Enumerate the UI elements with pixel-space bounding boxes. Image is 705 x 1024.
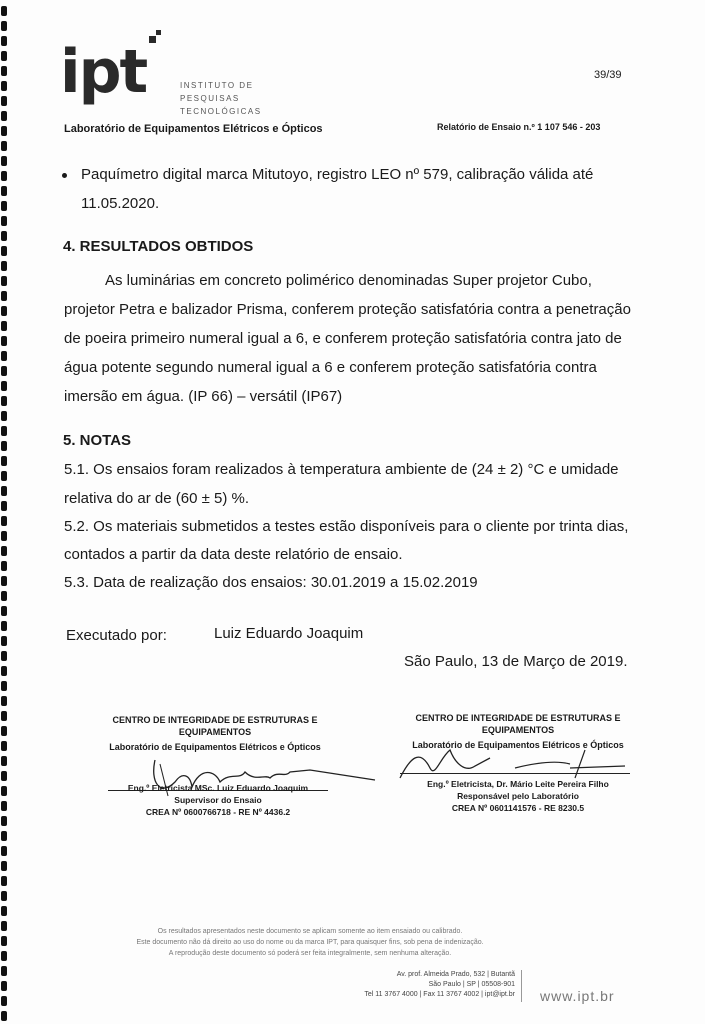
section-4-line-5: imersão em água. (IP 66) – versátil (IP67) [64,388,343,405]
bullet-icon [62,173,67,178]
left-center-line-2: EQUIPAMENTOS [178,727,252,737]
binding-ring [1,756,7,766]
institute-line-1: INSTITUTO DE [180,81,254,90]
binding-ring [1,816,7,826]
bullet-line-1: Paquímetro digital marca Mitutoyo, registro LEO nº 579, calibração válida até [81,166,594,183]
binding-ring [1,936,7,946]
place-date: São Paulo, 13 de Março de 2019. [404,653,628,670]
left-lab: Laboratório de Equipamentos Elétricos e Ópticos [109,742,321,752]
section-4-line-2: projetor Petra e balizador Prisma, conferem proteção satisfatória contra a penetração [64,301,631,318]
binding-ring [1,276,7,286]
left-center-line-1: CENTRO DE INTEGRIDADE DE ESTRUTURAS E [112,715,318,725]
binding-ring [1,246,7,256]
binding-ring [1,141,7,151]
footer-line-1: Os resultados apresentados neste documento se aplicam somente ao item ensaiado ou calibrado. [157,928,463,935]
website-link[interactable]: www.ipt.br [540,988,615,1004]
section-5-title: 5. NOTAS [63,432,132,449]
binding-ring [1,6,7,16]
right-lab: Laboratório de Equipamentos Elétricos e Ópticos [412,740,624,750]
binding-ring [1,891,7,901]
binding-ring [1,531,7,541]
binding-ring [1,96,7,106]
institute-line-3: TECNOLÓGICAS [180,107,262,116]
left-signature-block [90,714,340,753]
binding-ring [1,981,7,991]
bullet-line-2: 11.05.2020. [81,195,160,212]
binding-ring [1,741,7,751]
right-signer-crea: CREA Nº 0601141576 - RE 8230.5 [451,803,585,813]
binding-ring [1,351,7,361]
binding-ring [1,501,7,511]
address-line-1: Av. prof. Almeida Prado, 532 | Butantã [396,971,515,978]
binding-ring [1,381,7,391]
section-5-line-5: 5.3. Data de realização dos ensaios: 30.01.2019 a 15.02.2019 [64,574,478,591]
binding-ring [1,471,7,481]
binding-ring [1,951,7,961]
binding-ring [1,306,7,316]
laboratory-name: Laboratório de Equipamentos Elétricos e Ópticos [64,123,323,135]
section-5-line-1: 5.1. Os ensaios foram realizados à temperatura ambiente de (24 ± 2) °C e umidade [64,461,619,478]
section-5-line-2: relativa do ar de (60 ± 5) %. [64,490,249,507]
binding-ring [1,216,7,226]
binding-ring [1,696,7,706]
footer-line-2: Este documento não dá direito ao uso do nome ou da marca IPT, para quaisquer fins, sob pena de indenização. [136,939,484,946]
binding-ring [1,516,7,526]
binding-ring [1,66,7,76]
right-signer [398,778,638,814]
binding-ring [1,411,7,421]
binding-ring [1,186,7,196]
binding-ring [1,111,7,121]
binding-ring [1,426,7,436]
binding-ring [1,81,7,91]
right-signer-name: Eng.º Eletricista, Dr. Mário Leite Pereira Filho [427,779,609,789]
address-line-3: Tel 11 3767 4000 | Fax 11 3767 4002 | ipt@ipt.br [364,991,515,998]
section-4-line-3: de poeira primeiro numeral igual a 6, e conferem proteção satisfatória contra jato de [64,330,622,347]
spiral-binding [0,0,10,1024]
binding-ring [1,171,7,181]
binding-ring [1,561,7,571]
binding-ring [1,291,7,301]
address-line-2: São Paulo | SP | 05508-901 [428,981,515,988]
footer-divider [521,970,522,1002]
institute-line-2: PESQUISAS [180,94,240,103]
ipt-logo: ipt [60,37,147,107]
binding-ring [1,861,7,871]
right-signature-line [400,773,630,774]
executed-by-name: Luiz Eduardo Joaquim [214,625,364,642]
binding-ring [1,36,7,46]
binding-ring [1,441,7,451]
binding-ring [1,21,7,31]
binding-ring [1,261,7,271]
section-4-title: 4. RESULTADOS OBTIDOS [63,238,254,255]
binding-ring [1,546,7,556]
binding-ring [1,636,7,646]
section-5-line-3: 5.2. Os materiais submetidos a testes estão disponíveis para o cliente por trinta dias, [64,518,629,535]
binding-ring [1,651,7,661]
binding-ring [1,1011,7,1021]
binding-ring [1,456,7,466]
binding-ring [1,396,7,406]
binding-ring [1,921,7,931]
binding-ring [1,996,7,1006]
binding-ring [1,486,7,496]
binding-ring [1,801,7,811]
left-signer-role: Supervisor do Ensaio [174,795,262,805]
binding-ring [1,876,7,886]
left-signer [98,782,338,818]
binding-ring [1,156,7,166]
binding-ring [1,231,7,241]
binding-ring [1,966,7,976]
binding-ring [1,51,7,61]
binding-ring [1,336,7,346]
binding-ring [1,846,7,856]
section-4-line-4: água potente segundo numeral igual a 6 e conferem proteção satisfatória contra [64,359,597,376]
binding-ring [1,726,7,736]
footer-disclaimer [40,926,580,959]
logo-square-icon [149,36,156,43]
binding-ring [1,591,7,601]
binding-ring [1,771,7,781]
right-signer-role: Responsável pelo Laboratório [457,791,579,801]
binding-ring [1,666,7,676]
section-5-line-4: contados a partir da data deste relatório de ensaio. [64,546,403,563]
binding-ring [1,201,7,211]
binding-ring [1,711,7,721]
footer-address [290,970,515,1000]
binding-ring [1,621,7,631]
binding-ring [1,126,7,136]
footer-line-3: A reprodução deste documento só poderá ser feita integralmente, sem nenhuma alteração. [168,950,452,957]
section-4-line-1: As luminárias em concreto polimérico denominadas Super projetor Cubo, [105,272,592,289]
report-number: Relatório de Ensaio n.º 1 107 546 - 203 [437,122,601,132]
right-center-line-1: CENTRO DE INTEGRIDADE DE ESTRUTURAS E [415,713,621,723]
binding-ring [1,576,7,586]
right-center-line-2: EQUIPAMENTOS [481,725,555,735]
binding-ring [1,906,7,916]
executed-by-label: Executado por: [66,627,167,644]
left-signer-crea: CREA Nº 0600766718 - RE Nº 4436.2 [145,807,291,817]
binding-ring [1,786,7,796]
binding-ring [1,831,7,841]
page-number: 39/39 [594,69,622,81]
logo-square-small-icon [156,30,161,35]
binding-ring [1,681,7,691]
binding-ring [1,606,7,616]
binding-ring [1,366,7,376]
left-signer-name: Eng.º Eletricista MSc. Luiz Eduardo Joaquim [127,783,309,793]
binding-ring [1,321,7,331]
